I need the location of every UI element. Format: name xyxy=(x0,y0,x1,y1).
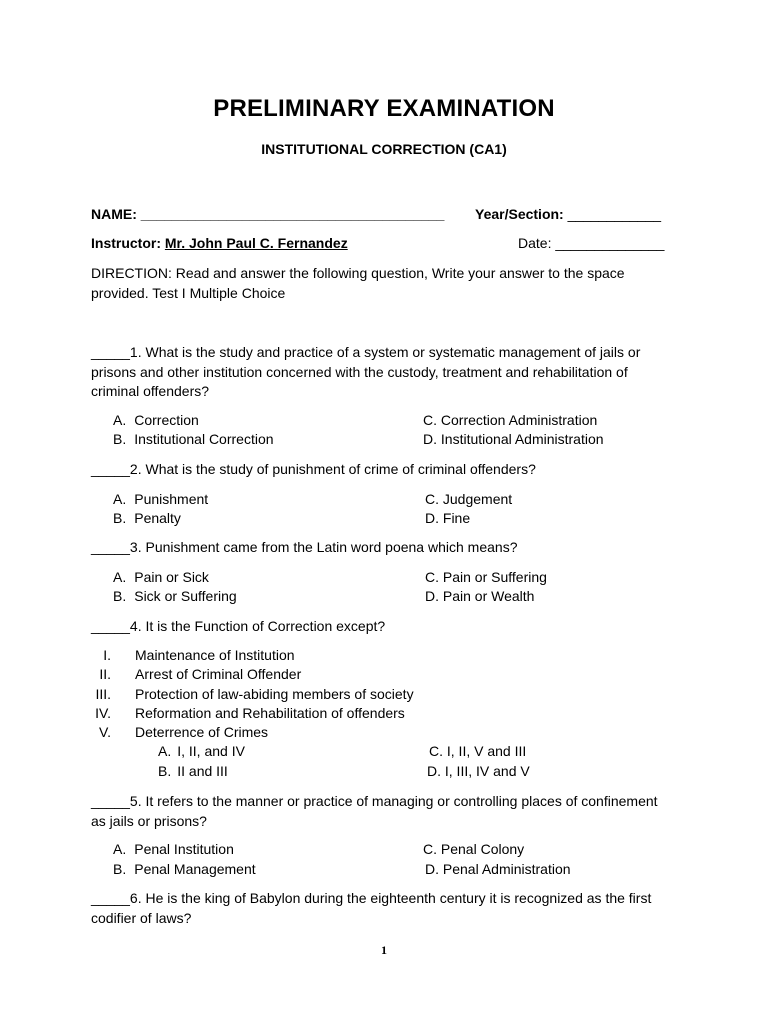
exam-title: PRELIMINARY EXAMINATION xyxy=(213,95,555,122)
q4-option-b: B. II and III xyxy=(158,763,228,779)
question-6: _____6. He is the king of Babylon during the eighteenth century it is recognized as the first codifier of laws? xyxy=(91,890,652,926)
instructor-line xyxy=(91,234,348,254)
date-blank: ______________ xyxy=(555,235,665,251)
q4-item-5-numeral: V. xyxy=(99,724,111,740)
q4-item-2-text: Arrest of Criminal Offender xyxy=(135,666,302,682)
q4-item-1-text: Maintenance of Institution xyxy=(135,647,295,663)
q3-option-d: D. Pain or Wealth xyxy=(425,588,535,604)
date-label: Date: xyxy=(518,235,552,251)
name-blank: _______________________________________ xyxy=(140,206,445,222)
name-label: NAME: xyxy=(91,206,137,222)
q2-option-a: A. Punishment xyxy=(113,491,209,507)
year-section-blank: ____________ xyxy=(567,206,662,222)
q5-option-b: B. Penal Management xyxy=(113,861,256,877)
q2-option-d: D. Fine xyxy=(425,510,471,526)
name-line xyxy=(91,205,444,225)
q3-option-b: B. Sick or Suffering xyxy=(113,588,237,604)
q2-option-b: B. Penalty xyxy=(113,510,181,526)
q5-option-c: C. Penal Colony xyxy=(423,841,525,857)
question-3: _____3. Punishment came from the Latin word poena which means? xyxy=(91,539,518,555)
instructor-name: Mr. John Paul C. Fernandez xyxy=(164,235,348,251)
instructor-label: Instructor: xyxy=(91,235,161,251)
q3-option-c: C. Pain or Suffering xyxy=(425,569,547,585)
q4-option-c: C. I, II, V and III xyxy=(429,743,527,759)
year-section-label: Year/Section: xyxy=(475,206,564,222)
q1-option-c: C. Correction Administration xyxy=(423,412,598,428)
q4-item-5-text: Deterrence of Crimes xyxy=(135,724,269,740)
q5-option-d: D. Penal Administration xyxy=(425,861,571,877)
q2-option-c: C. Judgement xyxy=(425,491,513,507)
q4-item-4-text: Reformation and Rehabilitation of offenders xyxy=(135,705,405,721)
q4-item-3-text: Protection of law-abiding members of society xyxy=(135,686,414,702)
page-number: 1 xyxy=(381,943,387,957)
date-line xyxy=(518,234,664,254)
q4-option-a: A. I, II, and IV xyxy=(158,743,245,759)
question-1: _____1. What is the study and practice of a system or systematic management of jails or prisons and other institution concerned with the custody, treatment and rehabilitation of criminal offenders? xyxy=(91,344,641,399)
q1-option-d: D. Institutional Administration xyxy=(423,431,604,447)
q1-option-a: A. Correction xyxy=(113,412,199,428)
q4-item-4-numeral: IV. xyxy=(95,705,111,721)
q3-option-a: A. Pain or Sick xyxy=(113,569,209,585)
question-5: _____5. It refers to the manner or practice of managing or controlling places of confinement as jails or prisons? xyxy=(91,793,658,829)
q4-item-2-numeral: II. xyxy=(99,666,111,682)
q4-item-3-numeral: III. xyxy=(95,686,111,702)
direction-text: DIRECTION: Read and answer the following question, Write your answer to the space provided. Test I Multiple Choice xyxy=(91,265,625,301)
q4-option-d: D. I, III, IV and V xyxy=(427,763,530,779)
year-section-line xyxy=(475,205,661,225)
q5-option-a: A. Penal Institution xyxy=(113,841,234,857)
q1-option-b: B. Institutional Correction xyxy=(113,431,274,447)
question-4: _____4. It is the Function of Correction except? xyxy=(91,618,386,634)
course-subtitle: INSTITUTIONAL CORRECTION (CA1) xyxy=(261,141,507,157)
question-2: _____2. What is the study of punishment of crime of criminal offenders? xyxy=(91,461,536,477)
q4-item-1-numeral: I. xyxy=(103,647,111,663)
